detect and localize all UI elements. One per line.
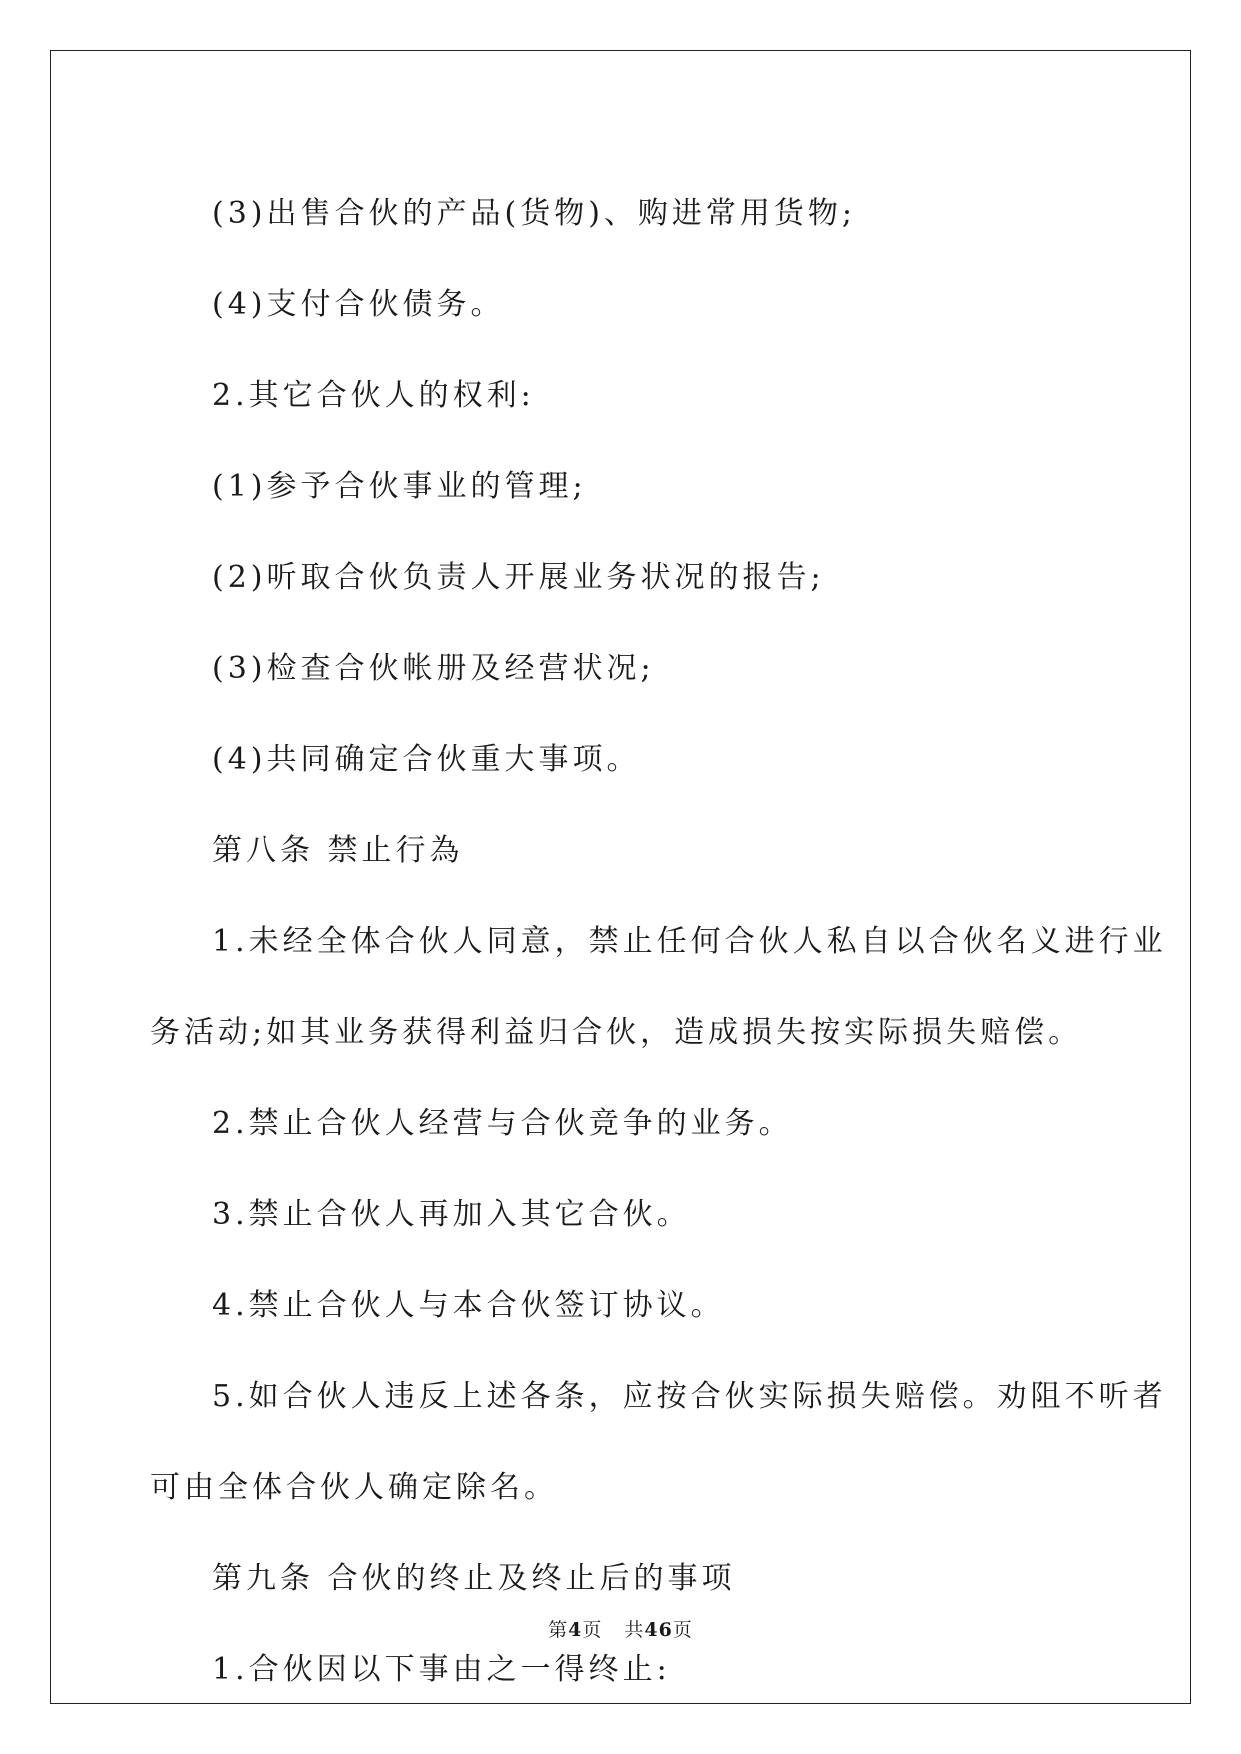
- document-body: [150, 168, 1167, 1715]
- footer-suffix: 页: [672, 1619, 693, 1641]
- footer-page-word: 页: [582, 1619, 603, 1641]
- paragraph-line: (3)检查合伙帐册及经营状况;: [212, 651, 655, 686]
- paragraph-line: 2.禁止合伙人经营与合伙竞争的业务。: [212, 1106, 793, 1141]
- paragraph-line: (4)共同确定合伙重大事项。: [212, 742, 641, 777]
- paragraph-line: 3.禁止合伙人再加入其它合伙。: [212, 1197, 691, 1232]
- paragraph-line: 可由全体合伙人确定除名。: [150, 1470, 558, 1505]
- paragraph-line: (2)听取合伙负责人开展业务状况的报告;: [212, 560, 825, 595]
- footer-total-prefix: 共: [624, 1619, 645, 1641]
- paragraph-line: (4)支付合伙债务。: [212, 287, 505, 322]
- section-heading: 第八条 禁止行為: [212, 833, 464, 868]
- paragraph-line: (1)参予合伙事业的管理;: [212, 469, 587, 504]
- paragraph-line: 1.合伙因以下事由之一得终止:: [212, 1652, 671, 1687]
- paragraph-line: (3)出售合伙的产品(货物)、购进常用货物;: [212, 196, 857, 231]
- current-page-number: 4: [568, 1619, 583, 1641]
- paragraph-line: 2.其它合伙人的权利:: [212, 378, 535, 413]
- paragraph-line: 4.禁止合伙人与本合伙签订协议。: [212, 1288, 725, 1323]
- paragraph-line: 5.如合伙人违反上述各条，应按合伙实际损失赔偿。劝阻不听者: [212, 1379, 1167, 1414]
- page-footer: [0, 1615, 1241, 1642]
- paragraph-line: 务活动;如其业务获得利益归合伙，造成损失按实际损失赔偿。: [150, 1015, 1083, 1050]
- total-page-count: 46: [644, 1619, 673, 1641]
- paragraph-line: 1.未经全体合伙人同意，禁止任何合伙人私自以合伙名义进行业: [212, 924, 1167, 959]
- footer-prefix: 第: [548, 1619, 569, 1641]
- section-heading: 第九条 合伙的终止及终止后的事项: [212, 1561, 736, 1596]
